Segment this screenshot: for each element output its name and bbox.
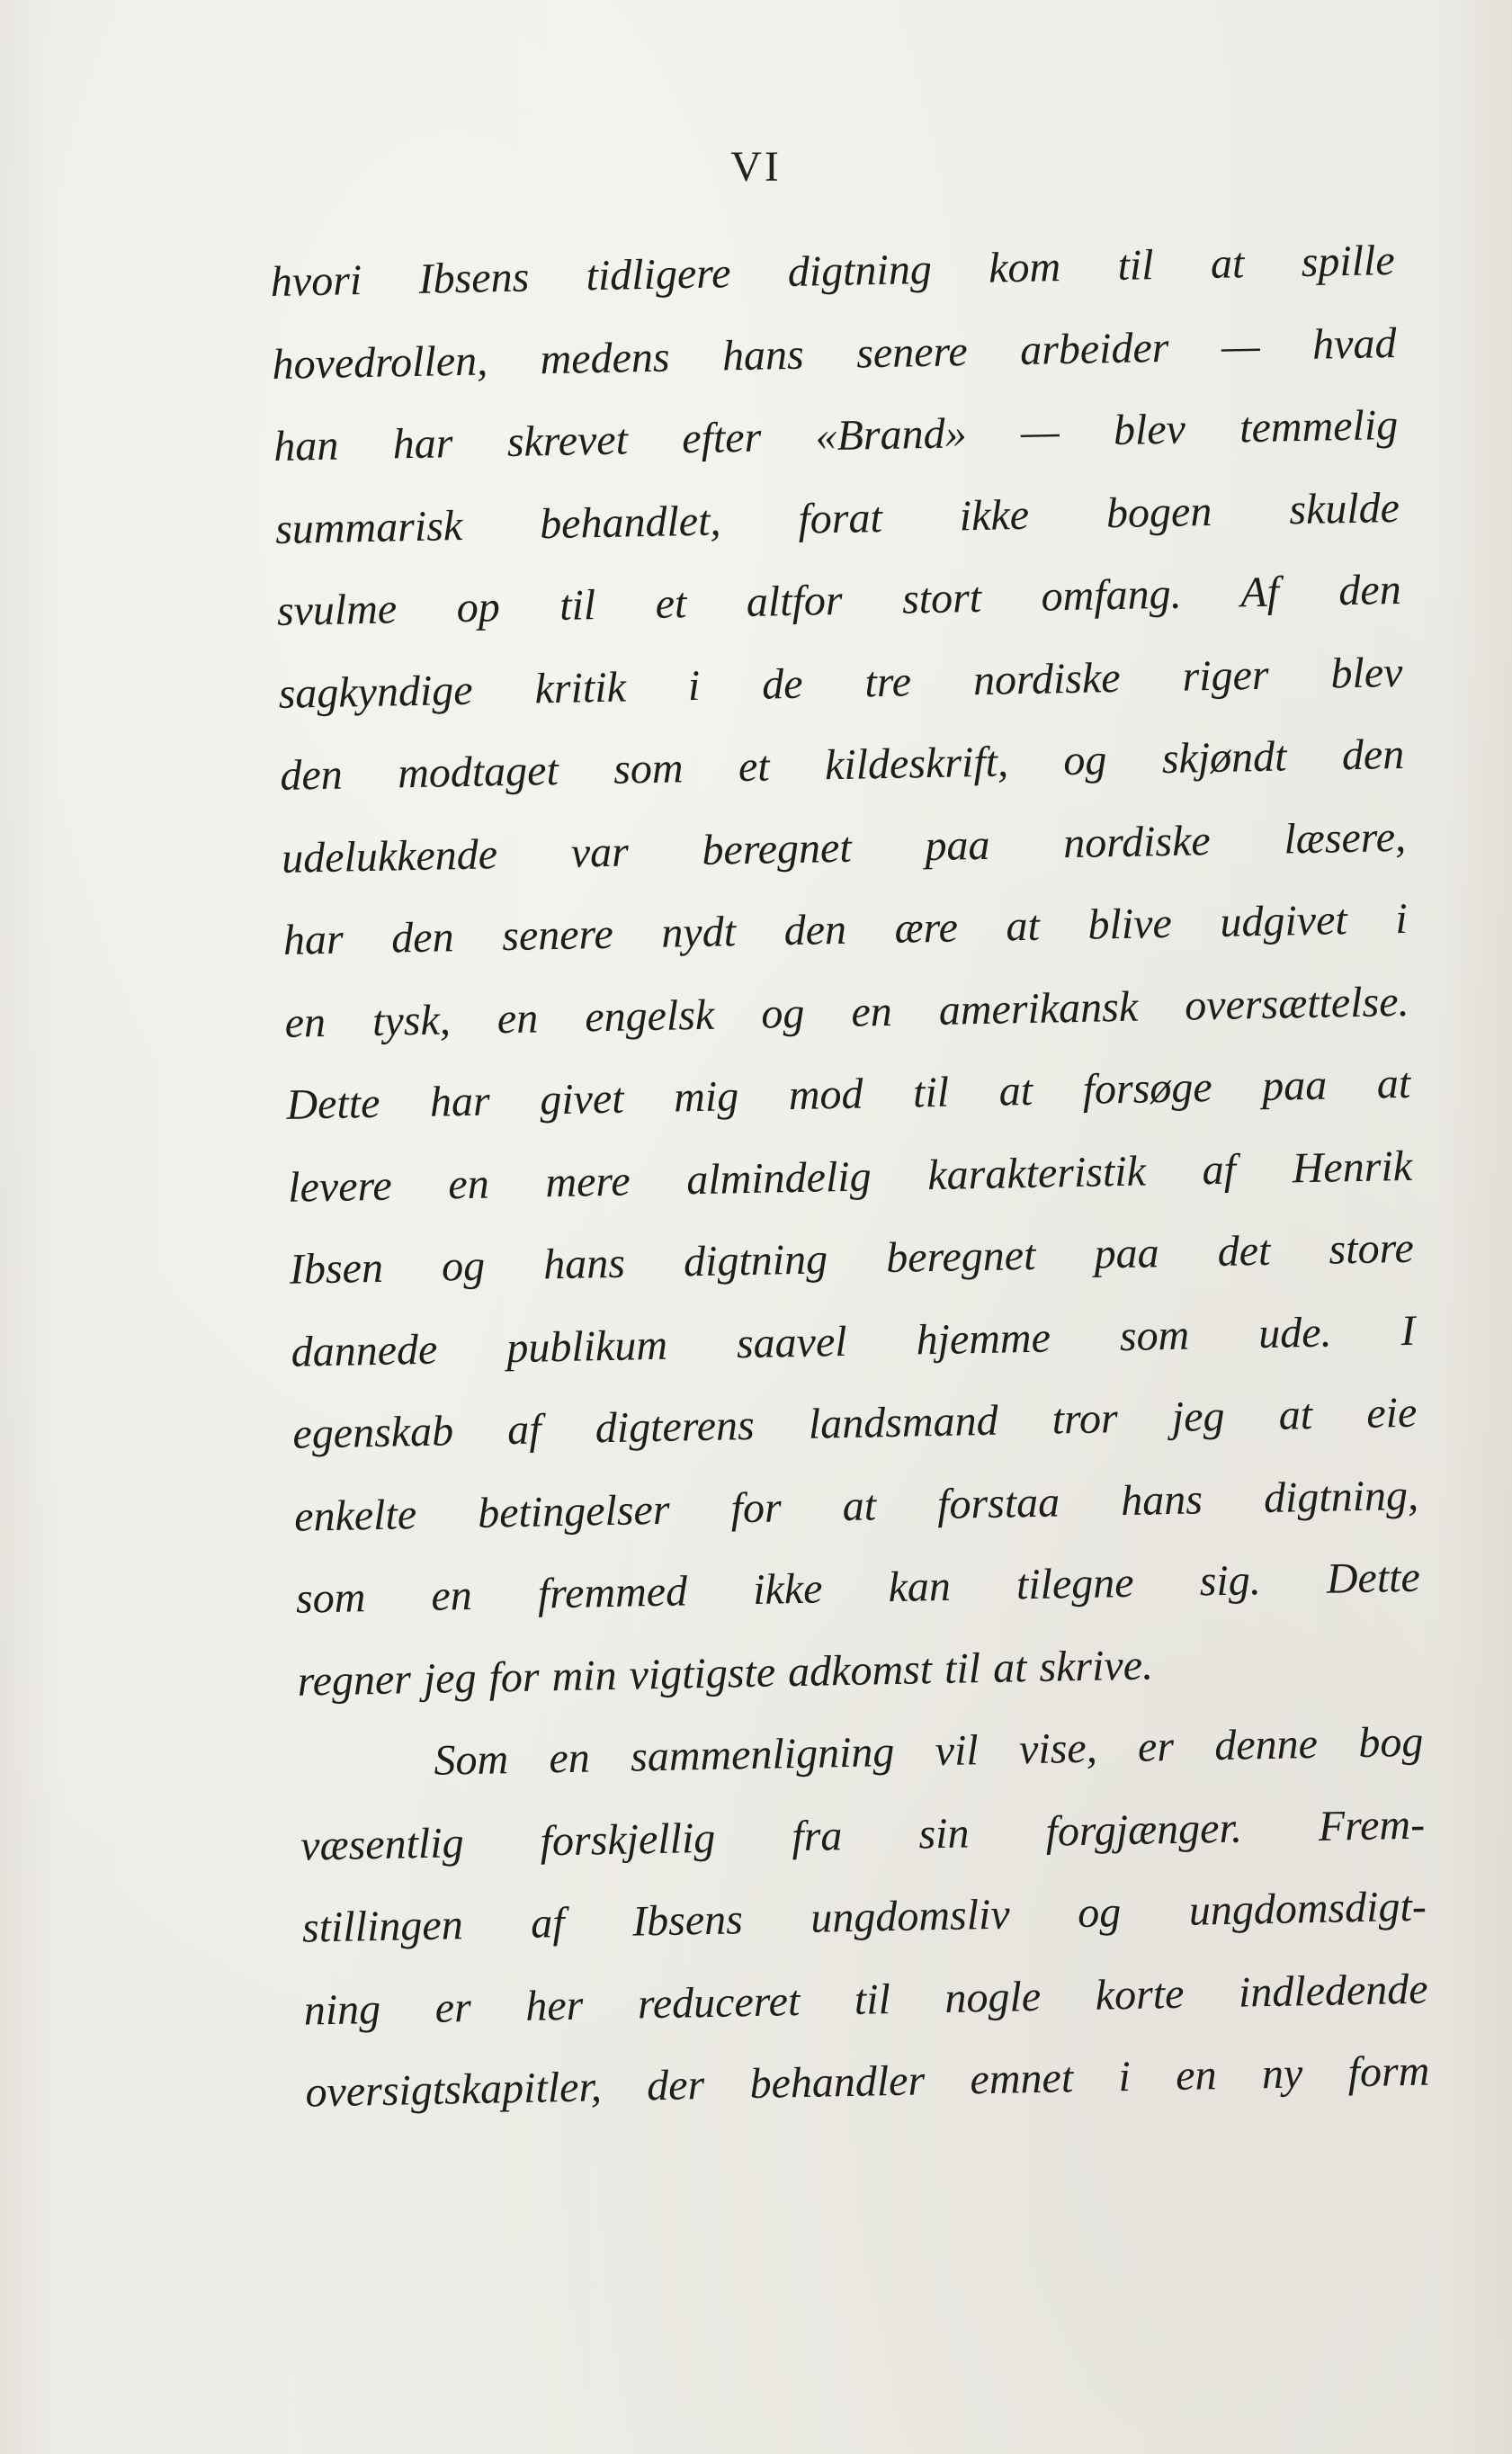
text-line: summarisk behandlet, forat ikke bogen skulde bbox=[274, 483, 1400, 553]
text-line: udelukkende var beregnet paa nordiske læsere, bbox=[281, 812, 1407, 882]
body-text bbox=[270, 219, 1430, 2134]
paragraph-first-line: Som en sammenligning vil vise, er denne bog bbox=[433, 1717, 1424, 1785]
text-line: oversigtskapitler, der behandler emnet i en ny form bbox=[305, 2046, 1430, 2117]
text-line: Ibsen og hans digtning beregnet paa det store bbox=[289, 1223, 1415, 1294]
text-line: svulme op til et altfor stort omfang. Af den bbox=[276, 565, 1402, 635]
text-line: Dette har givet mig mod til at forsøge paa at bbox=[285, 1059, 1411, 1129]
text-line: har den senere nydt den ære at blive udgivet i bbox=[282, 894, 1409, 964]
page-number: VI bbox=[730, 143, 782, 191]
text-line: egenskab af digterens landsmand tror jeg at eie bbox=[291, 1388, 1418, 1458]
text-line: som en fremmed ikke kan tilegne sig. Dette bbox=[295, 1553, 1421, 1623]
text-line: den modtaget som et kildeskrift, og skjøndt den bbox=[279, 730, 1405, 800]
text-line: sagkyndige kritik i de tre nordiske riger blev bbox=[278, 648, 1403, 718]
text-line: hvori Ibsens tidligere digtning kom til at spille bbox=[270, 236, 1396, 306]
text-line: dannede publikum saavel hjemme som ude. I bbox=[291, 1306, 1416, 1376]
text-line: ning er her reduceret til nogle korte indledende bbox=[303, 1965, 1429, 2035]
text-line: stillingen af Ibsens ungdomsliv og ungdomsdigt- bbox=[301, 1882, 1427, 1952]
text-line: han har skrevet efter «Brand» — blev temmelig bbox=[273, 400, 1399, 470]
text-line: en tysk, en engelsk og en amerikansk oversættelse. bbox=[284, 977, 1409, 1047]
text-line: regner jeg for min vigtigste adkomst til at skrive. bbox=[297, 1640, 1154, 1706]
text-line: hovedrollen, medens hans senere arbeider — hvad bbox=[272, 318, 1397, 389]
text-line: enkelte betingelser for at forstaa hans digtning, bbox=[293, 1471, 1419, 1541]
text-line: levere en mere almindelig karakteristik af Henrik bbox=[287, 1142, 1413, 1212]
text-line: væsentlig forskjellig fra sin forgjænger. Frem- bbox=[300, 1800, 1426, 1870]
